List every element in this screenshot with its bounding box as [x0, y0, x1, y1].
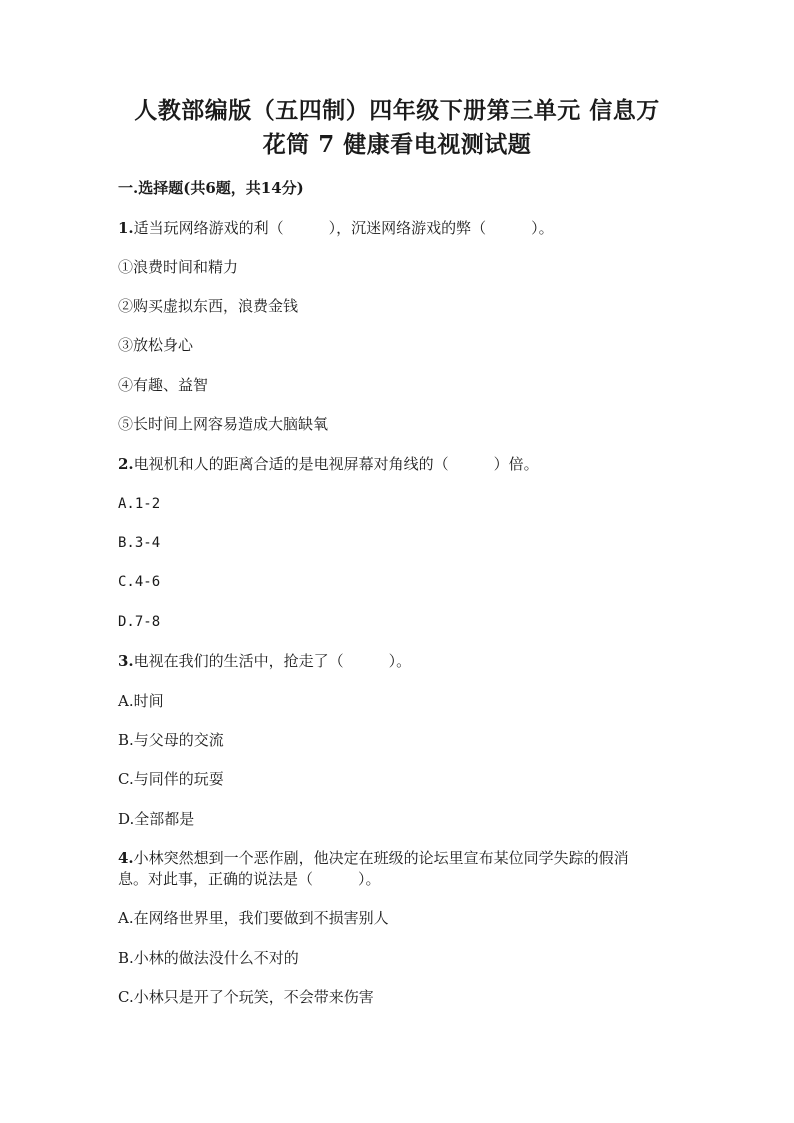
question-text: 小林突然想到一个恶作剧，他决定在班级的论坛里宣布某位同学失踪的假消 — [133, 849, 629, 867]
q2-option-c: C.4-6 — [118, 574, 161, 590]
question-4-continued: 息。对此事，正确的说法是（ ）。 — [118, 870, 381, 888]
question-number: 2. — [118, 455, 134, 473]
q2-option-d: D.7-8 — [118, 614, 161, 630]
section-heading: 一.选择题(共6题，共14分) — [118, 179, 304, 197]
question-text: 电视在我们的生活中，抢走了（ ）。 — [133, 652, 412, 670]
question-4 — [118, 848, 629, 868]
page-title-line1: 人教部编版（五四制）四年级下册第三单元 信息万 — [134, 97, 660, 124]
q1-item-1: ①浪费时间和精力 — [118, 258, 239, 276]
q2-option-b: B.3-4 — [118, 535, 161, 551]
page-title-line2: 花筒 7 健康看电视测试题 — [262, 131, 532, 158]
q1-item-2: ②购买虚拟东西，浪费金钱 — [118, 297, 299, 315]
q2-option-a: A.1-2 — [118, 496, 161, 512]
question-1 — [118, 218, 554, 238]
question-number: 1. — [118, 219, 134, 237]
question-text: 电视机和人的距离合适的是电视屏幕对角线的（ ）倍。 — [133, 455, 539, 473]
question-number: 3. — [118, 652, 134, 670]
q3-option-d: D.全部都是 — [118, 810, 195, 828]
question-text: 适当玩网络游戏的利（ ），沉迷网络游戏的弊（ ）。 — [133, 219, 554, 237]
q1-item-4: ④有趣、益智 — [118, 376, 209, 394]
q3-option-b: B.与父母的交流 — [118, 731, 224, 749]
q4-option-b: B.小林的做法没什么不对的 — [118, 949, 299, 967]
question-2 — [118, 454, 539, 474]
q3-option-a: A.时间 — [118, 692, 164, 710]
q1-item-3: ③放松身心 — [118, 336, 194, 354]
question-3 — [118, 651, 411, 671]
q4-option-a: A.在网络世界里，我们要做到不损害别人 — [118, 909, 389, 927]
q3-option-c: C.与同伴的玩耍 — [118, 770, 224, 788]
question-number: 4. — [118, 849, 134, 867]
q1-item-5: ⑤长时间上网容易造成大脑缺氧 — [118, 415, 329, 433]
q4-option-c: C.小林只是开了个玩笑，不会带来伤害 — [118, 988, 374, 1006]
